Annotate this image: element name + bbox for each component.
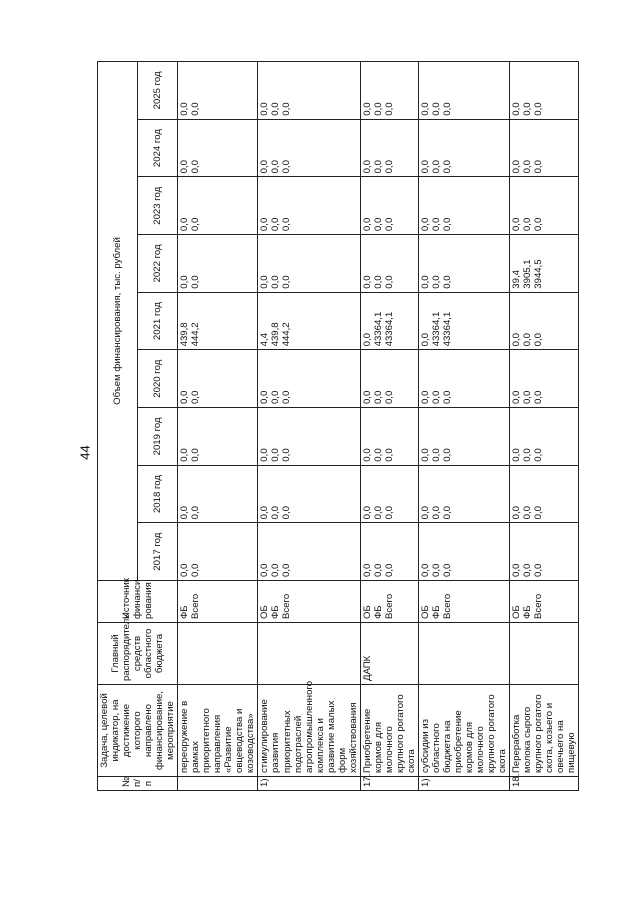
value-cell: 0,0 — [179, 563, 191, 577]
year-values — [360, 62, 418, 120]
table-row — [178, 62, 258, 791]
source-label: ФБ — [430, 605, 442, 619]
value-cell: 0,0 — [372, 102, 384, 116]
row-sources — [178, 581, 258, 623]
value-cell: 0,0 — [419, 448, 431, 462]
year-values — [258, 523, 360, 581]
value-cell: 0,0 — [441, 448, 453, 462]
value-cell: 0,0 — [281, 275, 293, 289]
value-cell: 0,0 — [190, 160, 202, 174]
value-cell: 0,0 — [430, 448, 442, 462]
value-cell: 0,0 — [190, 102, 202, 116]
row-sources — [418, 581, 509, 623]
value-cell: 0,0 — [281, 390, 293, 405]
year-values — [258, 292, 360, 350]
value-cell: 0,0 — [441, 506, 453, 520]
value-cell: 0,0 — [281, 563, 293, 577]
value-cell: 444,2 — [281, 322, 293, 347]
value-cell: 439,8 — [179, 322, 191, 347]
value-cell: 0,0 — [533, 217, 545, 232]
value-cell: 0,0 — [179, 506, 191, 520]
value-cell: 0,0 — [270, 563, 282, 577]
value-cell: 0,0 — [361, 102, 373, 116]
year-values — [178, 292, 258, 350]
year-values — [258, 408, 360, 466]
value-cell: 0,0 — [179, 160, 191, 174]
row-number: 1) — [258, 777, 360, 791]
year-values — [510, 292, 579, 350]
value-cell: 0,0 — [372, 217, 384, 232]
value-cell: 0,0 — [281, 506, 293, 520]
value-cell: 0,0 — [419, 275, 431, 289]
financing-table — [97, 61, 579, 791]
value-cell: 0,0 — [441, 102, 453, 116]
value-cell: 0,0 — [441, 160, 453, 174]
value-cell: 0,0 — [522, 102, 534, 116]
value-cell: 0,0 — [430, 217, 442, 232]
row-number: 18. — [510, 777, 579, 791]
value-cell: 0,0 — [270, 506, 282, 520]
value-cell: 0,0 — [270, 102, 282, 116]
value-cell: 0,0 — [372, 160, 384, 174]
row-task: переоружение в рамках приоритетного направления «Развитие овцеводства и козоводства» — [178, 685, 258, 777]
value-cell: 0,0 — [533, 160, 545, 174]
year-values — [360, 177, 418, 235]
header-year: 2022 год — [138, 235, 178, 293]
source-label: ФБ — [179, 605, 191, 619]
year-values — [360, 408, 418, 466]
value-cell: 0,0 — [281, 448, 293, 462]
value-cell: 0,0 — [259, 102, 271, 116]
value-cell: 0,0 — [281, 160, 293, 174]
value-cell: 39,4 — [511, 270, 523, 289]
table-row — [510, 62, 579, 791]
source-label: Всего — [383, 593, 395, 619]
value-cell: 0,0 — [179, 390, 191, 405]
year-values — [258, 235, 360, 293]
row-task: субсидии из областного бюджета на приобретение кормов для молочного крупного рогатого скота — [418, 685, 509, 777]
value-cell: 0,0 — [419, 102, 431, 116]
value-cell: 0,0 — [533, 563, 545, 577]
year-values — [178, 62, 258, 120]
value-cell: 0,0 — [383, 275, 395, 289]
value-cell: 0,0 — [419, 390, 431, 405]
year-values — [360, 292, 418, 350]
value-cell: 0,0 — [511, 160, 523, 174]
year-values — [418, 408, 509, 466]
value-cell: 0,0 — [419, 506, 431, 520]
year-values — [360, 523, 418, 581]
header-year: 2025 год — [138, 62, 178, 120]
value-cell: 0,0 — [281, 217, 293, 232]
row-org — [178, 623, 258, 685]
header-year: 2020 год — [138, 350, 178, 408]
value-cell: 0,0 — [361, 390, 373, 405]
value-cell: 0,0 — [383, 390, 395, 405]
value-cell: 0,0 — [190, 275, 202, 289]
year-values — [178, 235, 258, 293]
value-cell: 0,0 — [281, 102, 293, 116]
value-cell: 0,0 — [441, 563, 453, 577]
header-task: Задача, целевой индикатор, на достижение которого направлено финансирование, мероприятие — [98, 685, 178, 777]
value-cell: 43364,1 — [430, 311, 442, 347]
row-org: ДАПК — [360, 623, 418, 685]
value-cell: 0,0 — [372, 448, 384, 462]
year-values — [258, 62, 360, 120]
value-cell: 0,0 — [259, 390, 271, 405]
source-label: ФБ — [270, 605, 282, 619]
year-values — [360, 465, 418, 523]
value-cell: 0,0 — [522, 160, 534, 174]
value-cell: 0,0 — [430, 390, 442, 405]
value-cell: 0,0 — [511, 217, 523, 232]
rotated-table-page — [97, 61, 630, 791]
value-cell: 43364,1 — [383, 311, 395, 347]
year-values — [510, 408, 579, 466]
year-values — [418, 523, 509, 581]
value-cell: 0,0 — [361, 160, 373, 174]
header-source: Источник финанси-рования — [98, 581, 178, 623]
value-cell: 0,0 — [270, 390, 282, 405]
header-year: 2023 год — [138, 177, 178, 235]
value-cell: 0,0 — [270, 275, 282, 289]
value-cell: 0,0 — [361, 563, 373, 577]
row-number: 17. — [360, 777, 418, 791]
year-values — [418, 62, 509, 120]
value-cell: 0,0 — [441, 217, 453, 232]
value-cell: 439,8 — [270, 322, 282, 347]
row-org — [510, 623, 579, 685]
year-values — [418, 465, 509, 523]
value-cell: 0,0 — [511, 333, 523, 347]
year-values — [510, 177, 579, 235]
header-year: 2018 год — [138, 465, 178, 523]
value-cell: 0,0 — [522, 217, 534, 232]
value-cell: 0,0 — [419, 217, 431, 232]
value-cell: 0,0 — [533, 390, 545, 405]
year-values — [510, 119, 579, 177]
year-values — [178, 408, 258, 466]
value-cell: 0,0 — [259, 563, 271, 577]
value-cell: 0,0 — [511, 390, 523, 405]
row-task: стимулирование развития приоритетных подотраслей агропромышленного комплекса и развитие малых форм хозяйствования — [258, 685, 360, 777]
value-cell: 0,0 — [430, 563, 442, 577]
year-values — [510, 235, 579, 293]
value-cell: 0,0 — [372, 275, 384, 289]
value-cell: 0,0 — [259, 275, 271, 289]
row-sources — [360, 581, 418, 623]
value-cell: 0,0 — [361, 275, 373, 289]
year-values — [178, 177, 258, 235]
year-values — [258, 177, 360, 235]
value-cell: 0,0 — [179, 102, 191, 116]
row-org — [258, 623, 360, 685]
value-cell: 0,0 — [441, 390, 453, 405]
value-cell: 0,0 — [361, 333, 373, 347]
year-values — [418, 292, 509, 350]
source-label: ФБ — [372, 605, 384, 619]
value-cell: 0,0 — [270, 217, 282, 232]
table-row — [360, 62, 418, 791]
row-number: 1) — [418, 777, 509, 791]
value-cell: 0,0 — [511, 102, 523, 116]
value-cell: 0,0 — [441, 275, 453, 289]
value-cell: 43364,1 — [441, 311, 453, 347]
value-cell: 0,0 — [522, 333, 534, 347]
table-row — [258, 62, 360, 791]
source-label: Всего — [533, 593, 545, 619]
value-cell: 0,0 — [190, 506, 202, 520]
value-cell: 0,0 — [372, 390, 384, 405]
value-cell: 0,0 — [361, 217, 373, 232]
source-label: ОБ — [361, 605, 373, 619]
value-cell: 0,0 — [533, 506, 545, 520]
value-cell: 0,0 — [511, 563, 523, 577]
value-cell: 3905,1 — [522, 259, 534, 289]
value-cell: 0,0 — [179, 448, 191, 462]
value-cell: 0,0 — [430, 275, 442, 289]
header-year: 2021 год — [138, 292, 178, 350]
value-cell: 0,0 — [533, 102, 545, 116]
value-cell: 0,0 — [511, 448, 523, 462]
year-values — [510, 350, 579, 408]
value-cell: 0,0 — [419, 333, 431, 347]
row-sources — [510, 581, 579, 623]
year-values — [178, 119, 258, 177]
value-cell: 0,0 — [190, 390, 202, 405]
year-values — [418, 235, 509, 293]
value-cell: 0,0 — [372, 563, 384, 577]
year-values — [178, 465, 258, 523]
value-cell: 0,0 — [259, 160, 271, 174]
value-cell: 0,0 — [190, 563, 202, 577]
value-cell: 0,0 — [522, 390, 534, 405]
row-sources — [258, 581, 360, 623]
value-cell: 0,0 — [522, 448, 534, 462]
header-year: 2017 год — [138, 523, 178, 581]
header-year: 2019 год — [138, 408, 178, 466]
value-cell: 0,0 — [430, 506, 442, 520]
year-values — [178, 523, 258, 581]
table-row — [418, 62, 509, 791]
header-org: Главный распорядитель средств областного бюджета — [98, 623, 178, 685]
value-cell: 0,0 — [383, 160, 395, 174]
value-cell: 43364,1 — [372, 311, 384, 347]
year-values — [360, 235, 418, 293]
value-cell: 0,0 — [430, 160, 442, 174]
value-cell: 0,0 — [361, 506, 373, 520]
source-label: ОБ — [419, 605, 431, 619]
value-cell: 0,0 — [259, 448, 271, 462]
value-cell: 0,0 — [361, 448, 373, 462]
source-label: Всего — [281, 593, 293, 619]
value-cell: 0,0 — [372, 506, 384, 520]
source-label: Всего — [441, 593, 453, 619]
page-number: 44 — [77, 445, 93, 460]
year-values — [360, 350, 418, 408]
rotated-table-container — [97, 61, 630, 791]
year-values — [510, 62, 579, 120]
value-cell: 0,0 — [533, 333, 545, 347]
value-cell: 3944,5 — [533, 259, 545, 289]
header-row-1 — [98, 62, 138, 791]
value-cell: 0,0 — [270, 448, 282, 462]
year-values — [510, 465, 579, 523]
value-cell: 0,0 — [190, 217, 202, 232]
value-cell: 0,0 — [383, 217, 395, 232]
value-cell: 0,0 — [190, 448, 202, 462]
year-values — [418, 350, 509, 408]
value-cell: 0,0 — [179, 275, 191, 289]
value-cell: 0,0 — [419, 160, 431, 174]
header-year: 2024 год — [138, 119, 178, 177]
row-task: Приобретение кормов для молочного крупного рогатого скота — [360, 685, 418, 777]
row-number — [178, 777, 258, 791]
year-values — [178, 350, 258, 408]
value-cell: 0,0 — [383, 506, 395, 520]
year-values — [418, 177, 509, 235]
source-label: Всего — [190, 593, 202, 619]
value-cell: 0,0 — [259, 506, 271, 520]
value-cell: 0,0 — [383, 563, 395, 577]
source-label: ОБ — [511, 605, 523, 619]
year-values — [360, 119, 418, 177]
value-cell: 0,0 — [522, 506, 534, 520]
year-values — [258, 119, 360, 177]
value-cell: 0,0 — [419, 563, 431, 577]
year-values — [258, 350, 360, 408]
value-cell: 0,0 — [533, 448, 545, 462]
value-cell: 0,0 — [522, 563, 534, 577]
value-cell: 0,0 — [383, 448, 395, 462]
row-task: Переработка молока сырого крупного рогатого скота, козьего и овечьего на пищевую — [510, 685, 579, 777]
year-values — [510, 523, 579, 581]
header-num: № п/п — [98, 777, 178, 791]
value-cell: 0,0 — [383, 102, 395, 116]
value-cell: 444,2 — [190, 322, 202, 347]
year-values — [258, 465, 360, 523]
header-volume: Объем финансирования, тыс. рублей — [98, 62, 138, 581]
value-cell: 0,0 — [511, 506, 523, 520]
year-values — [418, 119, 509, 177]
source-label: ФБ — [522, 605, 534, 619]
value-cell: 0,0 — [179, 217, 191, 232]
row-org — [418, 623, 509, 685]
value-cell: 0,0 — [430, 102, 442, 116]
value-cell: 4,4 — [259, 333, 271, 347]
value-cell: 0,0 — [259, 217, 271, 232]
value-cell: 0,0 — [270, 160, 282, 174]
source-label: ОБ — [259, 605, 271, 619]
table-body — [178, 62, 579, 791]
